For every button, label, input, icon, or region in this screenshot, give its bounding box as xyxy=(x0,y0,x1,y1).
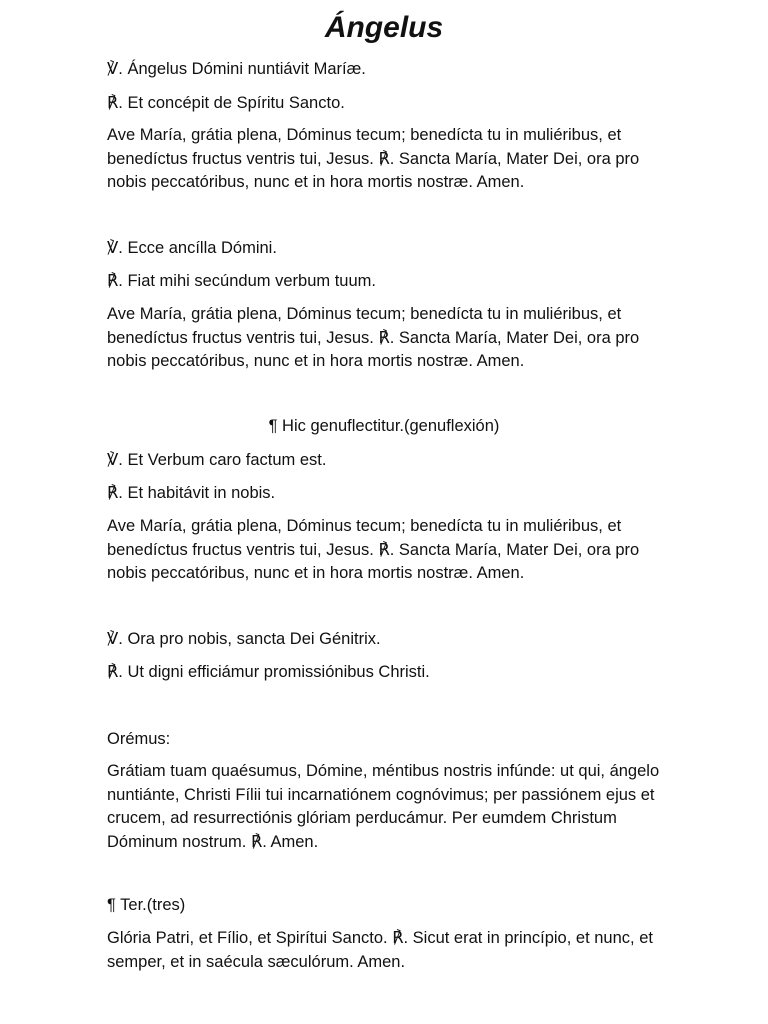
versicle-2: ℣. Ecce ancílla Dómini. xyxy=(107,239,277,257)
closing-prayer: Grátiam tuam quaésumus, Dómine, méntibus nostris infúnde: ut qui, ángelo nuntiánte, Christi Fílii tui incarnatiónem cognóvimus; per passiónem ejus et crucem, ad resurrectiónis glóriam perducámur. Per eumdem Christum Dóminum nostrum. ℟. Amen. xyxy=(107,762,660,851)
oremus-heading: Orémus: xyxy=(107,730,171,748)
ave-maria-1: Ave María, grátia plena, Dóminus tecum; benedícta tu in muliéribus, et benedíctus fructus ventris tui, Jesus. ℟. Sancta María, Mater Dei, ora pro nobis peccatóribus, nunc et in hora mortis nostræ. Amen. xyxy=(107,126,640,191)
genuflect-note: ¶ Hic genuflectitur.(genuflexión) xyxy=(268,417,500,435)
response-3: ℟. Et habitávit in nobis. xyxy=(107,484,276,502)
versicle-3: ℣. Et Verbum caro factum est. xyxy=(107,451,327,469)
response-1: ℟. Et concépit de Spíritu Sancto. xyxy=(107,94,345,112)
ter-note: ¶ Ter.(tres) xyxy=(107,896,186,914)
page-title: Ángelus xyxy=(324,11,444,44)
ave-maria-3: Ave María, grátia plena, Dóminus tecum; benedícta tu in muliéribus, et benedíctus fructus ventris tui, Jesus. ℟. Sancta María, Mater Dei, ora pro nobis peccatóribus, nunc et in hora mortis nostræ. Amen. xyxy=(107,517,640,582)
versicle-1: ℣. Ángelus Dómini nuntiávit Maríæ. xyxy=(107,60,366,78)
gloria-patri: Glória Patri, et Fílio, et Spirítui Sancto. ℟. Sicut erat in princípio, et nunc, et semper, et in saécula sæculórum. Amen. xyxy=(107,929,653,971)
response-2: ℟. Fiat mihi secúndum verbum tuum. xyxy=(107,272,376,290)
ave-maria-2: Ave María, grátia plena, Dóminus tecum; benedícta tu in muliéribus, et benedíctus fructus ventris tui, Jesus. ℟. Sancta María, Mater Dei, ora pro nobis peccatóribus, nunc et in hora mortis nostræ. Amen. xyxy=(107,305,640,370)
versicle-4: ℣. Ora pro nobis, sancta Dei Génitrix. xyxy=(107,630,381,648)
response-4: ℟. Ut digni efficiámur promissiónibus Christi. xyxy=(107,663,430,681)
